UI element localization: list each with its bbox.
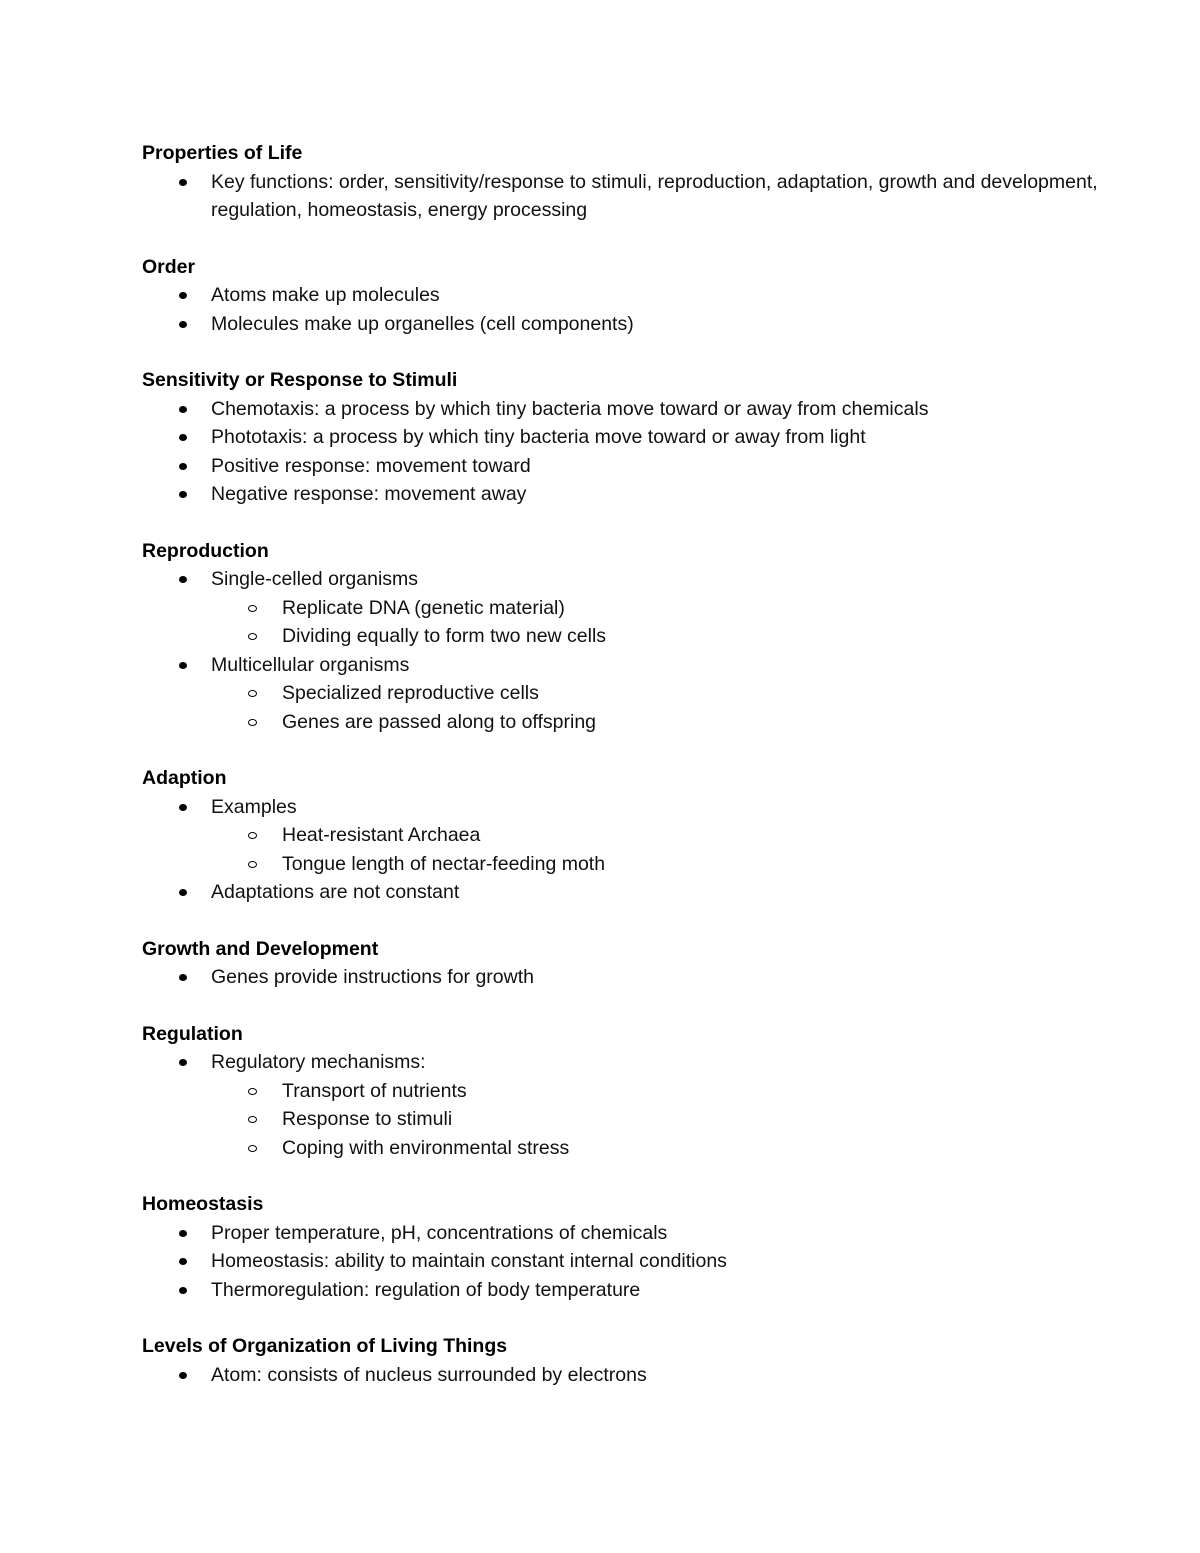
bullet-dot-icon [179, 1230, 187, 1237]
list-item [142, 1276, 1102, 1305]
bullet-list [142, 793, 1102, 907]
bullet-circle-icon [248, 832, 257, 839]
bullet-dot-icon [179, 1372, 187, 1379]
list-item [142, 310, 1102, 339]
bullet-dot-icon [179, 1287, 187, 1294]
sub-list-item-text: Coping with environmental stress [282, 1136, 570, 1159]
sub-list-item-text: Specialized reproductive cells [282, 682, 539, 704]
list-item [142, 168, 1102, 225]
bullet-dot-icon [179, 434, 187, 441]
list-item-text: Thermoregulation: regulation of body temperature [211, 1278, 641, 1301]
list-item-text: Key functions: order, sensitivity/response to stimuli, reproduction, adaptation, growth and development, regulation, homeostasis, energy processing [211, 170, 1098, 221]
list-item-text: Negative response: movement away [211, 483, 527, 505]
sub-list-item [211, 1077, 1102, 1106]
list-item-text: Phototaxis: a process by which tiny bacteria move toward or away from light [211, 426, 866, 448]
bullet-dot-icon [179, 889, 187, 896]
list-item-text: Molecules make up organelles (cell components) [211, 312, 634, 335]
bullet-list [142, 963, 1102, 992]
bullet-list [142, 1219, 1102, 1305]
list-item [142, 480, 1102, 509]
bullet-dot-icon [179, 179, 187, 186]
section [142, 1020, 1102, 1163]
bullet-list [142, 1048, 1102, 1162]
list-item [142, 793, 1102, 822]
list-item [142, 651, 1102, 680]
sub-list-item-text: Replicate DNA (genetic material) [282, 596, 565, 619]
bullet-circle-icon [248, 1145, 257, 1152]
bullet-dot-icon [179, 321, 187, 328]
sub-list-item [211, 850, 1102, 879]
bullet-circle-icon [248, 1116, 257, 1123]
sub-list-item-text: Heat-resistant Archaea [282, 824, 481, 846]
sub-bullet-list [211, 679, 1102, 736]
list-item-text: Adaptations are not constant [211, 881, 460, 903]
section-heading: Levels of Organization of Living Things [142, 1335, 508, 1357]
list-item [142, 452, 1102, 481]
list-item [142, 1361, 1102, 1390]
list-item-text: Chemotaxis: a process by which tiny bacteria move toward or away from chemicals [211, 397, 929, 420]
sub-list-item-text: Transport of nutrients [282, 1079, 467, 1102]
sub-list-item-text: Genes are passed along to offspring [282, 710, 597, 733]
list-item-text: Proper temperature, pH, concentrations of chemicals [211, 1221, 668, 1244]
section-heading: Properties of Life [142, 142, 303, 164]
sub-list-item [211, 622, 1102, 651]
section [142, 1190, 1102, 1304]
bullet-list [142, 281, 1102, 338]
sub-list-item-text: Dividing equally to form two new cells [282, 625, 607, 647]
sub-list-item-text: Response to stimuli [282, 1108, 453, 1130]
bullet-dot-icon [179, 1258, 187, 1265]
list-item [142, 395, 1102, 424]
section-heading: Reproduction [142, 539, 269, 562]
document-page [142, 139, 1102, 1417]
section [142, 1332, 1102, 1389]
sub-list-item [211, 1134, 1102, 1163]
list-item-text: Regulatory mechanisms: [211, 1051, 426, 1073]
list-item [142, 963, 1102, 992]
list-item-text: Single-celled organisms [211, 568, 419, 590]
list-item-text: Multicellular organisms [211, 653, 410, 676]
section-heading: Growth and Development [142, 937, 379, 960]
list-item-text: Positive response: movement toward [211, 454, 531, 477]
sub-list-wrapper [142, 679, 1102, 736]
bullet-dot-icon [179, 576, 187, 583]
list-item-text: Genes provide instructions for growth [211, 966, 534, 988]
bullet-dot-icon [179, 974, 187, 981]
sub-list-item [211, 821, 1102, 850]
bullet-list [142, 395, 1102, 509]
section [142, 764, 1102, 907]
list-item-text: Homeostasis: ability to maintain constant internal conditions [211, 1250, 727, 1272]
bullet-dot-icon [179, 804, 187, 811]
list-item [142, 878, 1102, 907]
sub-list-wrapper [142, 594, 1102, 651]
bullet-list [142, 1361, 1102, 1390]
sub-bullet-list [211, 821, 1102, 878]
list-item-text: Atom: consists of nucleus surrounded by electrons [211, 1363, 647, 1386]
list-item [142, 423, 1102, 452]
sub-list-item-text: Tongue length of nectar-feeding moth [282, 852, 606, 875]
list-item [142, 565, 1102, 594]
bullet-dot-icon [179, 491, 187, 498]
bullet-list [142, 565, 1102, 736]
section-heading: Adaption [142, 767, 227, 789]
sub-list-item [211, 679, 1102, 708]
list-item-text: Atoms make up molecules [211, 284, 440, 306]
bullet-circle-icon [248, 605, 257, 612]
section-heading: Regulation [142, 1022, 243, 1045]
sub-list-item [211, 1105, 1102, 1134]
sub-list-item [211, 594, 1102, 623]
bullet-circle-icon [248, 861, 257, 868]
section-heading: Homeostasis [142, 1193, 264, 1215]
bullet-circle-icon [248, 719, 257, 726]
bullet-circle-icon [248, 1088, 257, 1095]
sub-list-wrapper [142, 821, 1102, 878]
bullet-circle-icon [248, 690, 257, 697]
list-item [142, 1219, 1102, 1248]
bullet-list [142, 168, 1102, 225]
list-item-text: Examples [211, 795, 297, 818]
list-item [142, 1247, 1102, 1276]
section-heading: Order [142, 255, 196, 278]
section [142, 537, 1102, 737]
bullet-dot-icon [179, 1059, 187, 1066]
bullet-dot-icon [179, 406, 187, 413]
list-item [142, 281, 1102, 310]
sub-bullet-list [211, 1077, 1102, 1163]
section [142, 366, 1102, 509]
list-item [142, 1048, 1102, 1077]
section [142, 253, 1102, 339]
bullet-circle-icon [248, 633, 257, 640]
section [142, 935, 1102, 992]
bullet-dot-icon [179, 662, 187, 669]
bullet-dot-icon [179, 463, 187, 470]
bullet-dot-icon [179, 292, 187, 299]
section-heading: Sensitivity or Response to Stimuli [142, 369, 458, 391]
sub-list-wrapper [142, 1077, 1102, 1163]
section [142, 139, 1102, 225]
sub-bullet-list [211, 594, 1102, 651]
sub-list-item [211, 708, 1102, 737]
